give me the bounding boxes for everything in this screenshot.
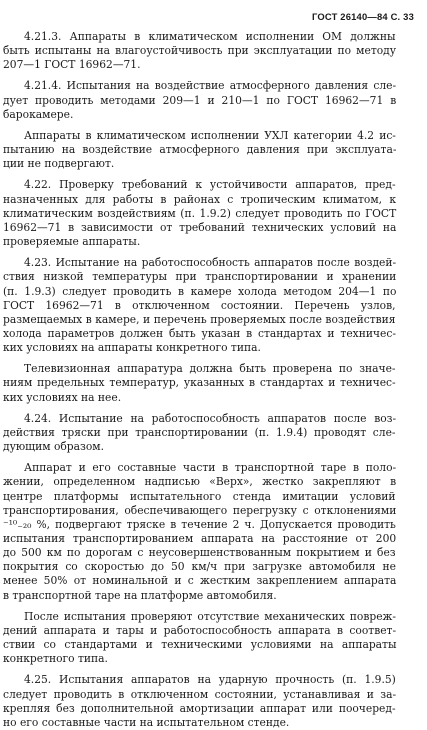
paragraph-gap (0, 405, 427, 412)
document-body (0, 30, 427, 730)
text-line: Аппарат и его составные части в транспортной таре в поло- (24, 461, 397, 475)
text-line: центре платформы испытательного стенда имитации условий (3, 489, 396, 503)
paragraph (0, 256, 427, 355)
text-line: 4.22. Проверку требований к устойчивости аппаратов, пред- (24, 178, 396, 192)
text-line: барокамере. (3, 107, 74, 121)
paragraph (0, 673, 427, 730)
text-line: Телевизионная аппаратура должна быть проверена по значе- (24, 362, 396, 376)
text-line: ниям предельных температур, указанных в стандартах и техничес- (3, 376, 396, 390)
text-line: действия тряски при транспортировании (п. 1.9.4) проводят сле- (3, 425, 396, 439)
text-line: ГОСТ 16962—71 в отключенном состоянии. Перечень узлов, (3, 298, 396, 312)
text-line: менее 50% от номинальной и с жестким закреплением аппарата (3, 574, 397, 588)
text-line: ствии со стандартами и техническими условиями на аппараты (3, 638, 397, 652)
text-line: проверяемые аппараты. (3, 235, 141, 249)
text-line: (п. 1.9.3) следует проводить в камере холода методом 204—1 по (3, 284, 397, 298)
paragraph (0, 362, 427, 404)
text-line: покрытия со скоростью до 50 км/ч при загрузке автомобиля не (3, 560, 396, 574)
text-line: ствия низкой температуры при транспортировании и хранении (3, 270, 397, 284)
text-line: ких условиях на аппараты конкретного типа. (3, 341, 261, 355)
text-line: до 500 км по дорогам с неусовершенствованным покрытием и без (3, 546, 396, 560)
paragraph (0, 79, 427, 121)
text-line: ких условиях на нее. (3, 390, 122, 404)
paragraph-gap (0, 666, 427, 673)
text-line: холода параметров должен быть указан в стандартах и техничес- (3, 326, 396, 340)
paragraph (0, 412, 427, 454)
text-line: транспортирования, обеспечивающего перегрузку с отклонениями (3, 503, 397, 517)
text-line: дений аппарата и тары и работоспособность аппарата в соответ- (3, 623, 397, 637)
text-line: но его составные части на испытательном стенде. (3, 715, 290, 729)
paragraph-gap (0, 249, 427, 256)
text-line: 16962—71 в зависимости от требований технических условий на (3, 220, 397, 234)
text-line: 207—1 ГОСТ 16962—71. (3, 58, 141, 72)
text-line: 4.23. Испытание на работоспособность аппаратов после воздей- (24, 256, 397, 270)
paragraph (0, 610, 427, 667)
paragraph-gap (0, 603, 427, 610)
text-line: быть испытаны на влагоустойчивость при эксплуатации по методу (3, 44, 397, 58)
text-line: крепляя без дополнительной амортизации аппарат или поочеред- (3, 701, 396, 715)
text-line: Аппараты в климатическом исполнении УХЛ категории 4.2 ис- (24, 128, 396, 142)
paragraph-gap (0, 454, 427, 461)
text-line: следует проводить в отключенном состоянии, устанавливая и за- (3, 687, 397, 701)
text-line: в транспортной таре на платформе автомобиля. (3, 588, 277, 602)
paragraph-gap (0, 122, 427, 129)
paragraph (0, 129, 427, 171)
text-line: размещаемых в камере, и перечень проверяемых после воздействия (3, 312, 396, 326)
paragraph (0, 178, 427, 249)
text-line: пытанию на воздействие атмосферного давления при эксплуата- (3, 143, 397, 157)
paragraph-gap (0, 72, 427, 79)
text-line: испытания транспортированием аппарата на расстояние от 200 (3, 532, 397, 545)
text-line: 4.21.3. Аппараты в климатическом исполнении ОМ должны (24, 30, 396, 43)
text-line: ⁻¹⁰₋₂₀ %, подвергают тряске в течение 2 ч. Допускается проводить (3, 517, 396, 531)
text-line: жении, определенном надписью «Верх», жестко закрепляют в (3, 475, 397, 489)
text-line: После испытания проверяют отсутствие механических повреж- (24, 609, 396, 623)
text-line: климатическим воздействиям (п. 1.9.2) следует проводить по ГОСТ (3, 206, 397, 220)
paragraph-gap (0, 171, 427, 178)
text-line: 4.24. Испытание на работоспособность аппаратов после воз- (24, 411, 397, 425)
text-line: назначенных для работы в районах с тропическим климатом, к (3, 192, 397, 206)
page-header: ГОСТ 26140—84 С. 33 (311, 11, 414, 22)
paragraph (0, 30, 427, 72)
text-line: дующим образом. (3, 440, 104, 454)
text-line: ции не подвергают. (3, 157, 115, 171)
text-line: дует проводить методами 209—1 и 210—1 по ГОСТ 16962—71 в (3, 93, 397, 107)
paragraph-gap (0, 355, 427, 362)
text-line: конкретного типа. (3, 652, 108, 666)
text-line: 4.21.4. Испытания на воздействие атмосферного давления сле- (24, 79, 397, 93)
text-line: 4.25. Испытания аппаратов на ударную прочность (п. 1.9.5) (24, 673, 396, 687)
paragraph (0, 461, 427, 603)
